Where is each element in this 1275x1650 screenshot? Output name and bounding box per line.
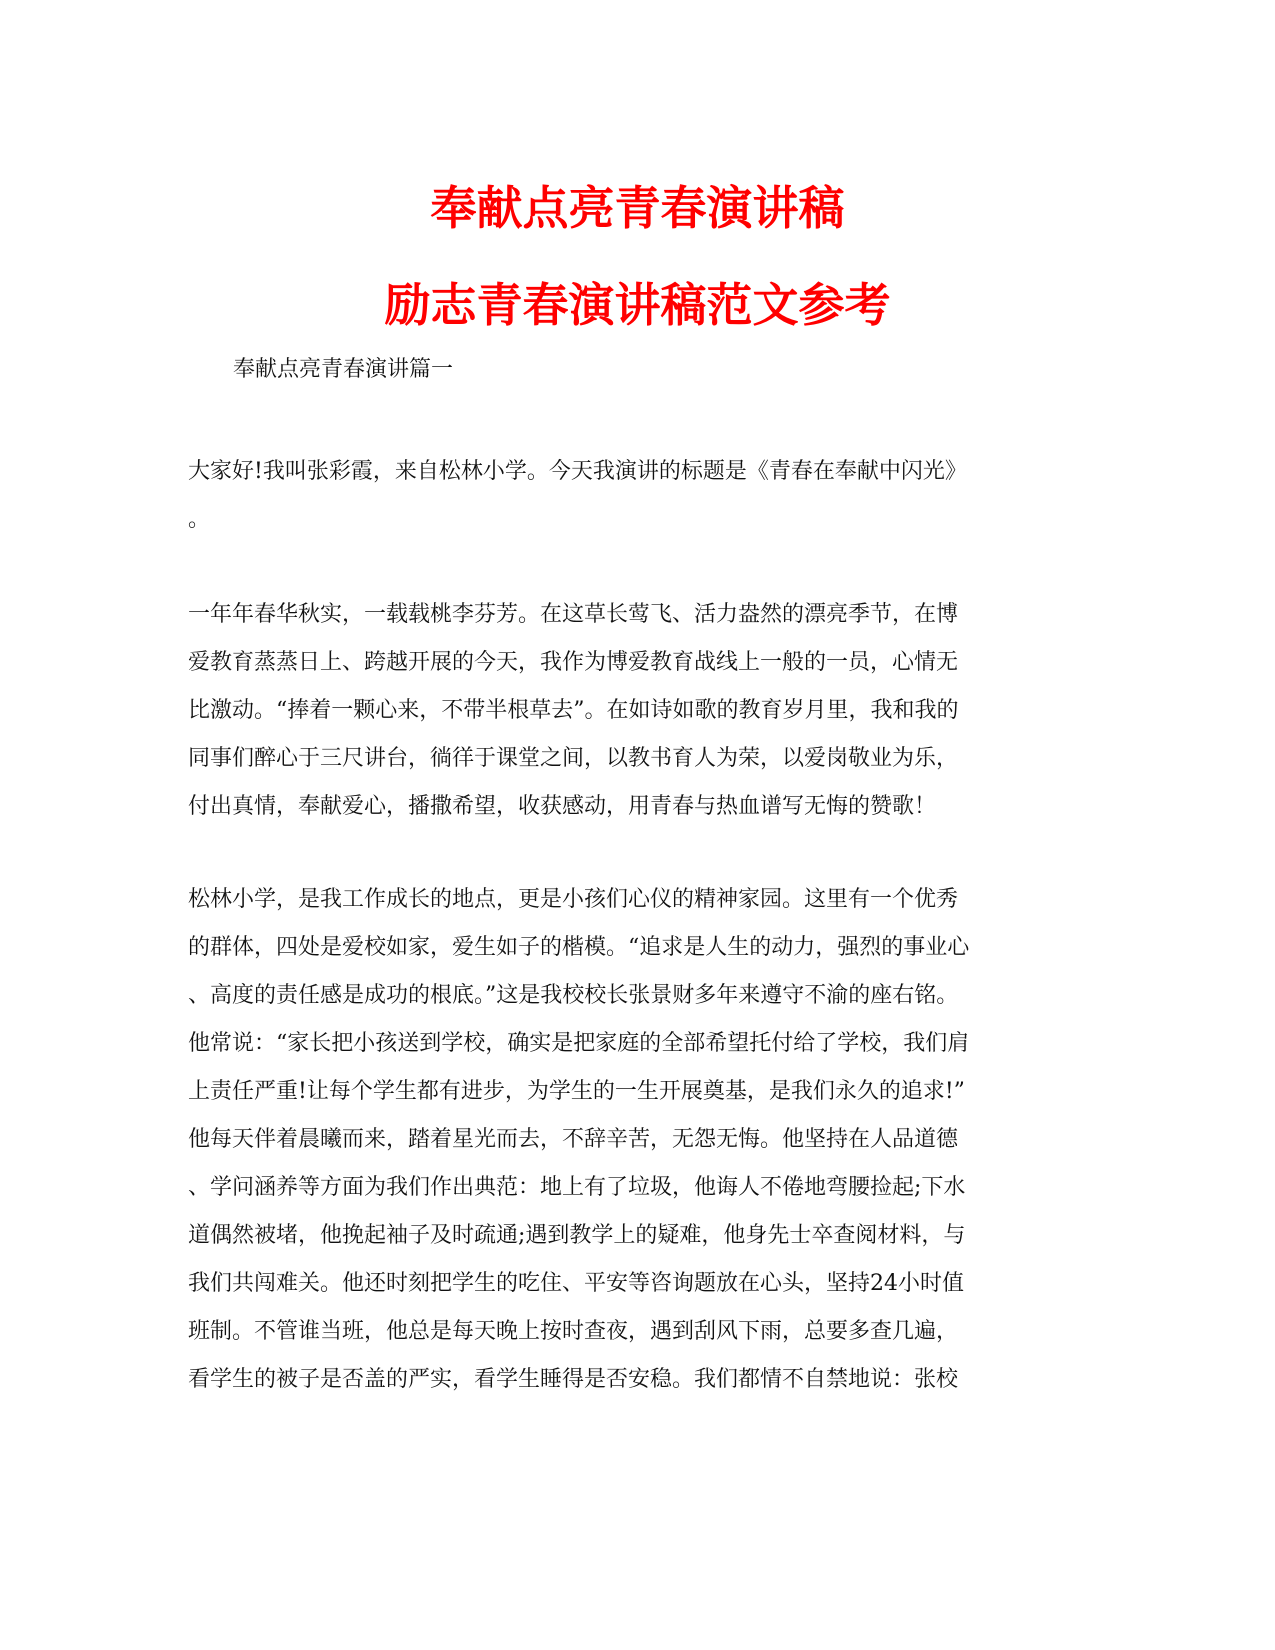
text-line: 道偶然被堵，他挽起袖子及时疏通;遇到教学上的疑难，他身先士卒查阅材料，与 <box>188 1223 966 1248</box>
text-line: 一年年春华秋实，一载载桃李芬芳。在这草长莺飞、活力盎然的漂亮季节，在博 <box>188 602 959 627</box>
text-line: 的群体，四处是爱校如家，爱生如子的楷模。“追求是人生的动力，强烈的事业心 <box>188 935 970 960</box>
text-line: 大家好!我叫张彩霞，来自松林小学。今天我演讲的标题是《青春在奉献中闪光》 <box>188 459 967 484</box>
text-line: 爱教育蒸蒸日上、跨越开展的今天，我作为博爱教育战线上一般的一员，心情无 <box>188 650 959 675</box>
document-subtitle: 励志青春演讲稿范文参考 <box>384 278 891 332</box>
text-line: 松林小学，是我工作成长的地点，更是小孩们心仪的精神家园。这里有一个优秀 <box>188 887 959 912</box>
text-line: 同事们醉心于三尺讲台，徜徉于课堂之间，以教书育人为荣，以爱岗敬业为乐， <box>188 746 959 771</box>
text-line: 付出真情，奉献爱心，播撒希望，收获感动，用青春与热血谱写无悔的赞歌！ <box>188 794 937 819</box>
text-line: 看学生的被子是否盖的严实，看学生睡得是否安稳。我们都情不自禁地说：张校 <box>188 1367 959 1392</box>
paragraph-1 <box>188 448 1088 544</box>
text-line: 。 <box>188 507 211 532</box>
paragraph-2 <box>188 591 1088 831</box>
section-heading: 奉献点亮青春演讲篇一 <box>233 357 454 382</box>
document-title: 奉献点亮青春演讲稿 <box>430 181 845 235</box>
text-line: 、高度的责任感是成功的根底。”这是我校校长张景财多年来遵守不渝的座右铭。 <box>188 983 959 1008</box>
text-line: 我们共闯难关。他还时刻把学生的吃住、平安等咨询题放在心头，坚持24小时值 <box>188 1271 964 1296</box>
text-line: 、学问涵养等方面为我们作出典范：地上有了垃圾，他诲人不倦地弯腰捡起;下水 <box>188 1175 966 1200</box>
text-line: 班制。不管谁当班，他总是每天晚上按时查夜，遇到刮风下雨，总要多查几遍， <box>188 1319 959 1344</box>
paragraph-3 <box>188 876 1088 1404</box>
text-line: 他每天伴着晨曦而来，踏着星光而去，不辞辛苦，无怨无悔。他坚持在人品道德 <box>188 1127 959 1152</box>
text-line: 比激动。“捧着一颗心来，不带半根草去”。在如诗如歌的教育岁月里，我和我的 <box>188 698 959 723</box>
text-line: 他常说：“家长把小孩送到学校，确实是把家庭的全部希望托付给了学校，我们肩 <box>188 1031 970 1056</box>
text-line: 上责任严重!让每个学生都有进步，为学生的一生开展奠基，是我们永久的追求!” <box>188 1079 965 1104</box>
